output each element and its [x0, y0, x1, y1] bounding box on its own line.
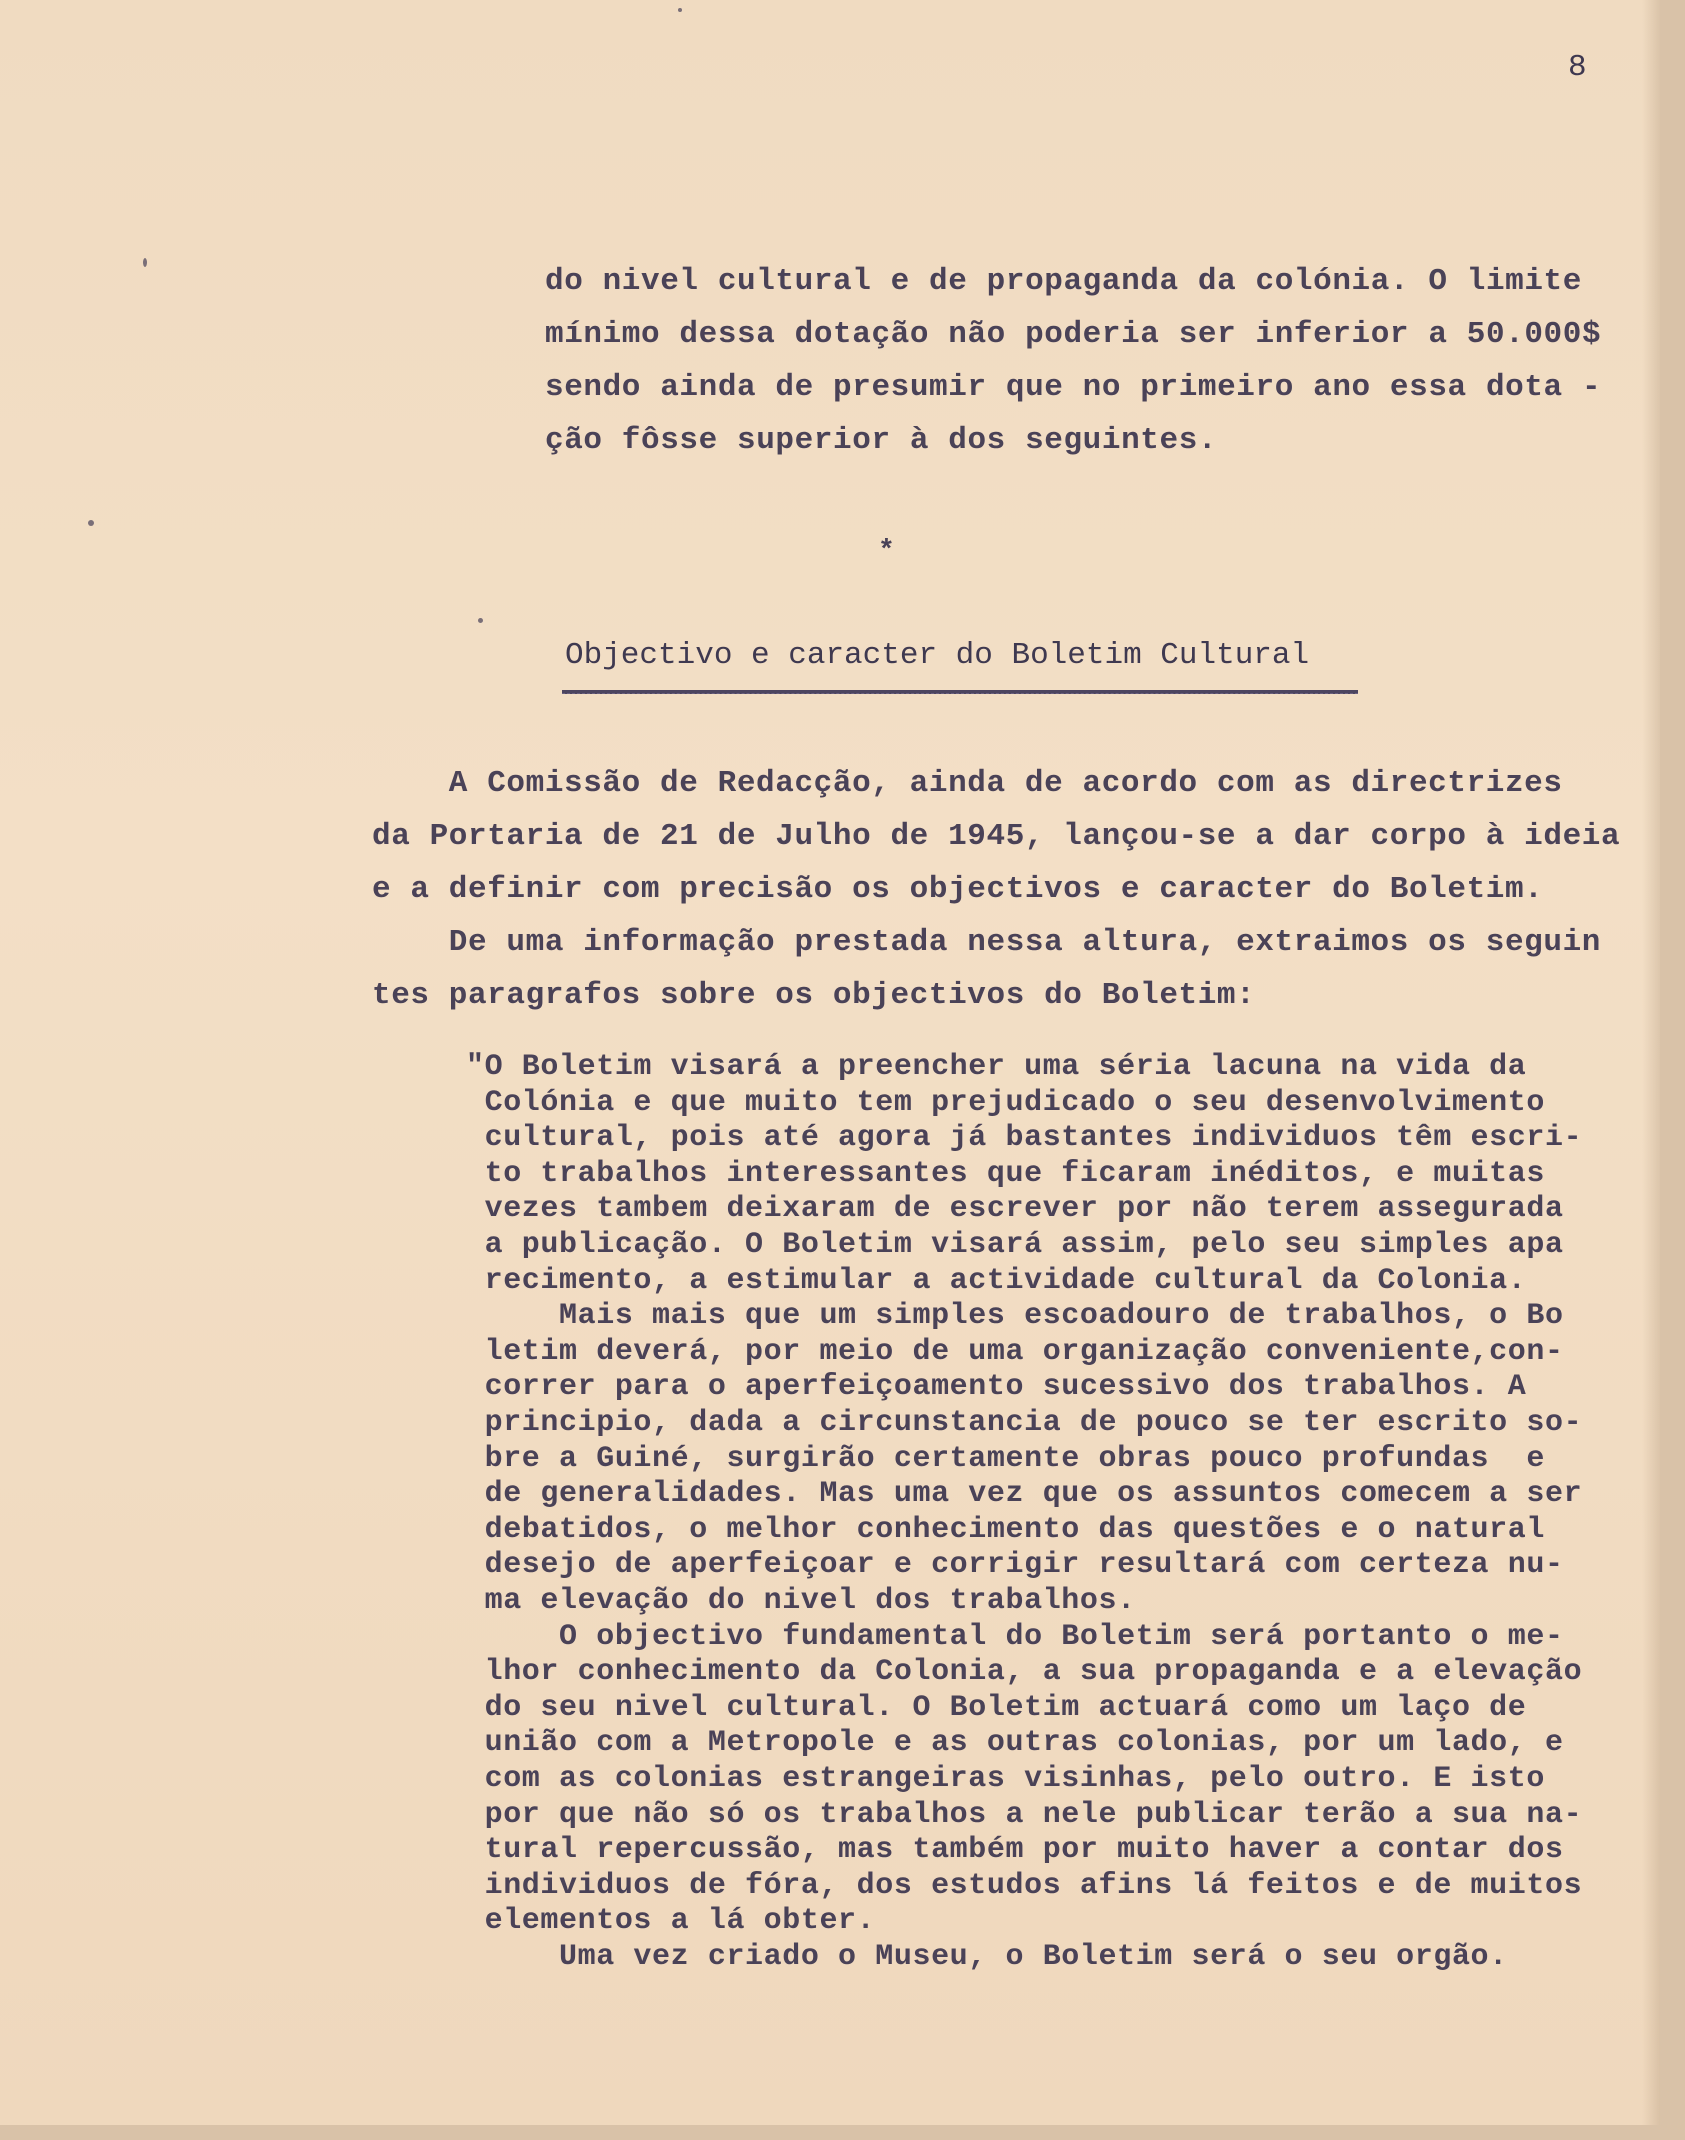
quote-lines-line: to trabalhos interessantes que ficaram inéditos, e muitas — [466, 1156, 1545, 1191]
quote-lines-line: individuos de fóra, dos estudos afins lá feitos e de muitos — [466, 1868, 1583, 1903]
quote-lines-line: O objectivo fundamental do Boletim será portanto o me- — [466, 1619, 1564, 1654]
paragraph-top-line: do nivel cultural e de propaganda da colónia. O limite — [545, 264, 1582, 299]
quote-lines-line: Mais mais que um simples escoadouro de trabalhos, o Bo — [466, 1299, 1564, 1334]
quote-lines-line: de generalidades. Mas uma vez que os assuntos comecem a ser — [466, 1477, 1583, 1512]
quote-lines-line: lhor conhecimento da Colonia, a sua propaganda e a elevação — [466, 1655, 1583, 1690]
paper-speck — [143, 258, 147, 267]
quote-lines-line: letim deverá, por meio de uma organização conveniente,con- — [466, 1334, 1564, 1369]
quote-lines-line: tural repercussão, mas também por muito haver a contar dos — [466, 1833, 1564, 1868]
paragraph-top-line: ção fôsse superior à dos seguintes. — [545, 423, 1218, 458]
intro-paragraphs-line: tes paragrafos sobre os objectivos do Boletim: — [372, 978, 1256, 1013]
paragraph-top-line: sendo ainda de presumir que no primeiro ano essa dota - — [545, 370, 1602, 405]
section-separator: * — [878, 536, 895, 567]
quote-lines-line: debatidos, o melhor conhecimento das questões e o natural — [466, 1512, 1545, 1547]
quote-lines-line: união com a Metropole e as outras colonias, por um lado, e — [466, 1726, 1564, 1761]
intro-paragraphs-line: A Comissão de Redacção, ainda de acordo com as directrizes — [372, 766, 1563, 801]
quote-lines-line: a publicação. O Boletim visará assim, pelo seu simples apa — [466, 1228, 1564, 1262]
quote-lines-line: cultural, pois até agora já bastantes individuos têm escri- — [466, 1121, 1583, 1156]
quote-lines-line: com as colonias estrangeiras visinhas, pelo outro. E isto — [466, 1762, 1545, 1796]
quote-lines-line: bre a Guiné, surgirão certamente obras pouco profundas e — [466, 1441, 1545, 1476]
quote-lines-line: "O Boletim visará a preencher uma séria lacuna na vida da — [466, 1050, 1527, 1084]
paper-speck — [88, 520, 94, 526]
paragraph-top-line: mínimo dessa dotação não poderia ser inferior a 50.000$ — [545, 317, 1602, 352]
intro-paragraphs-line: da Portaria de 21 de Julho de 1945, lançou-se a dar corpo à ideia — [372, 819, 1621, 854]
quote-lines-line: Uma vez criado o Museu, o Boletim será o seu orgão. — [466, 1940, 1508, 1974]
quote-lines-line: correr para o aperfeiçoamento sucessivo dos trabalhos. A — [466, 1370, 1527, 1405]
quote-lines-line: elementos a lá obter. — [466, 1904, 876, 1939]
quote-lines-line: vezes tambem deixaram de escrever por não terem assegurada — [466, 1192, 1564, 1227]
quote-lines-line: por que não só os trabalhos a nele publicar terão a sua na- — [466, 1797, 1583, 1832]
intro-paragraphs-line: e a definir com precisão os objectivos e caracter do Boletim. — [372, 872, 1544, 907]
paper-speck — [678, 8, 682, 12]
page-number: 8 — [1568, 50, 1587, 85]
heading-underline — [562, 690, 1358, 694]
quote-lines-line: do seu nivel cultural. O Boletim actuará como um laço de — [466, 1690, 1527, 1725]
quote-lines-line: principio, dada a circunstancia de pouco se ter escrito so- — [466, 1406, 1583, 1440]
quote-lines-line: desejo de aperfeiçoar e corrigir resultará com certeza nu- — [466, 1548, 1564, 1583]
paper-speck — [478, 618, 483, 623]
section-heading: Objectivo e caracter do Boletim Cultural — [565, 638, 1310, 673]
quote-lines-line: ma elevação do nivel dos trabalhos. — [466, 1584, 1136, 1618]
intro-paragraphs-line: De uma informação prestada nessa altura, extraimos os seguin — [372, 925, 1601, 960]
quote-lines-line: Colónia e que muito tem prejudicado o seu desenvolvimento — [466, 1085, 1545, 1120]
page-edge-shadow — [1642, 0, 1660, 2125]
quote-lines-line: recimento, a estimular a actividade cultural da Colonia. — [466, 1263, 1527, 1298]
